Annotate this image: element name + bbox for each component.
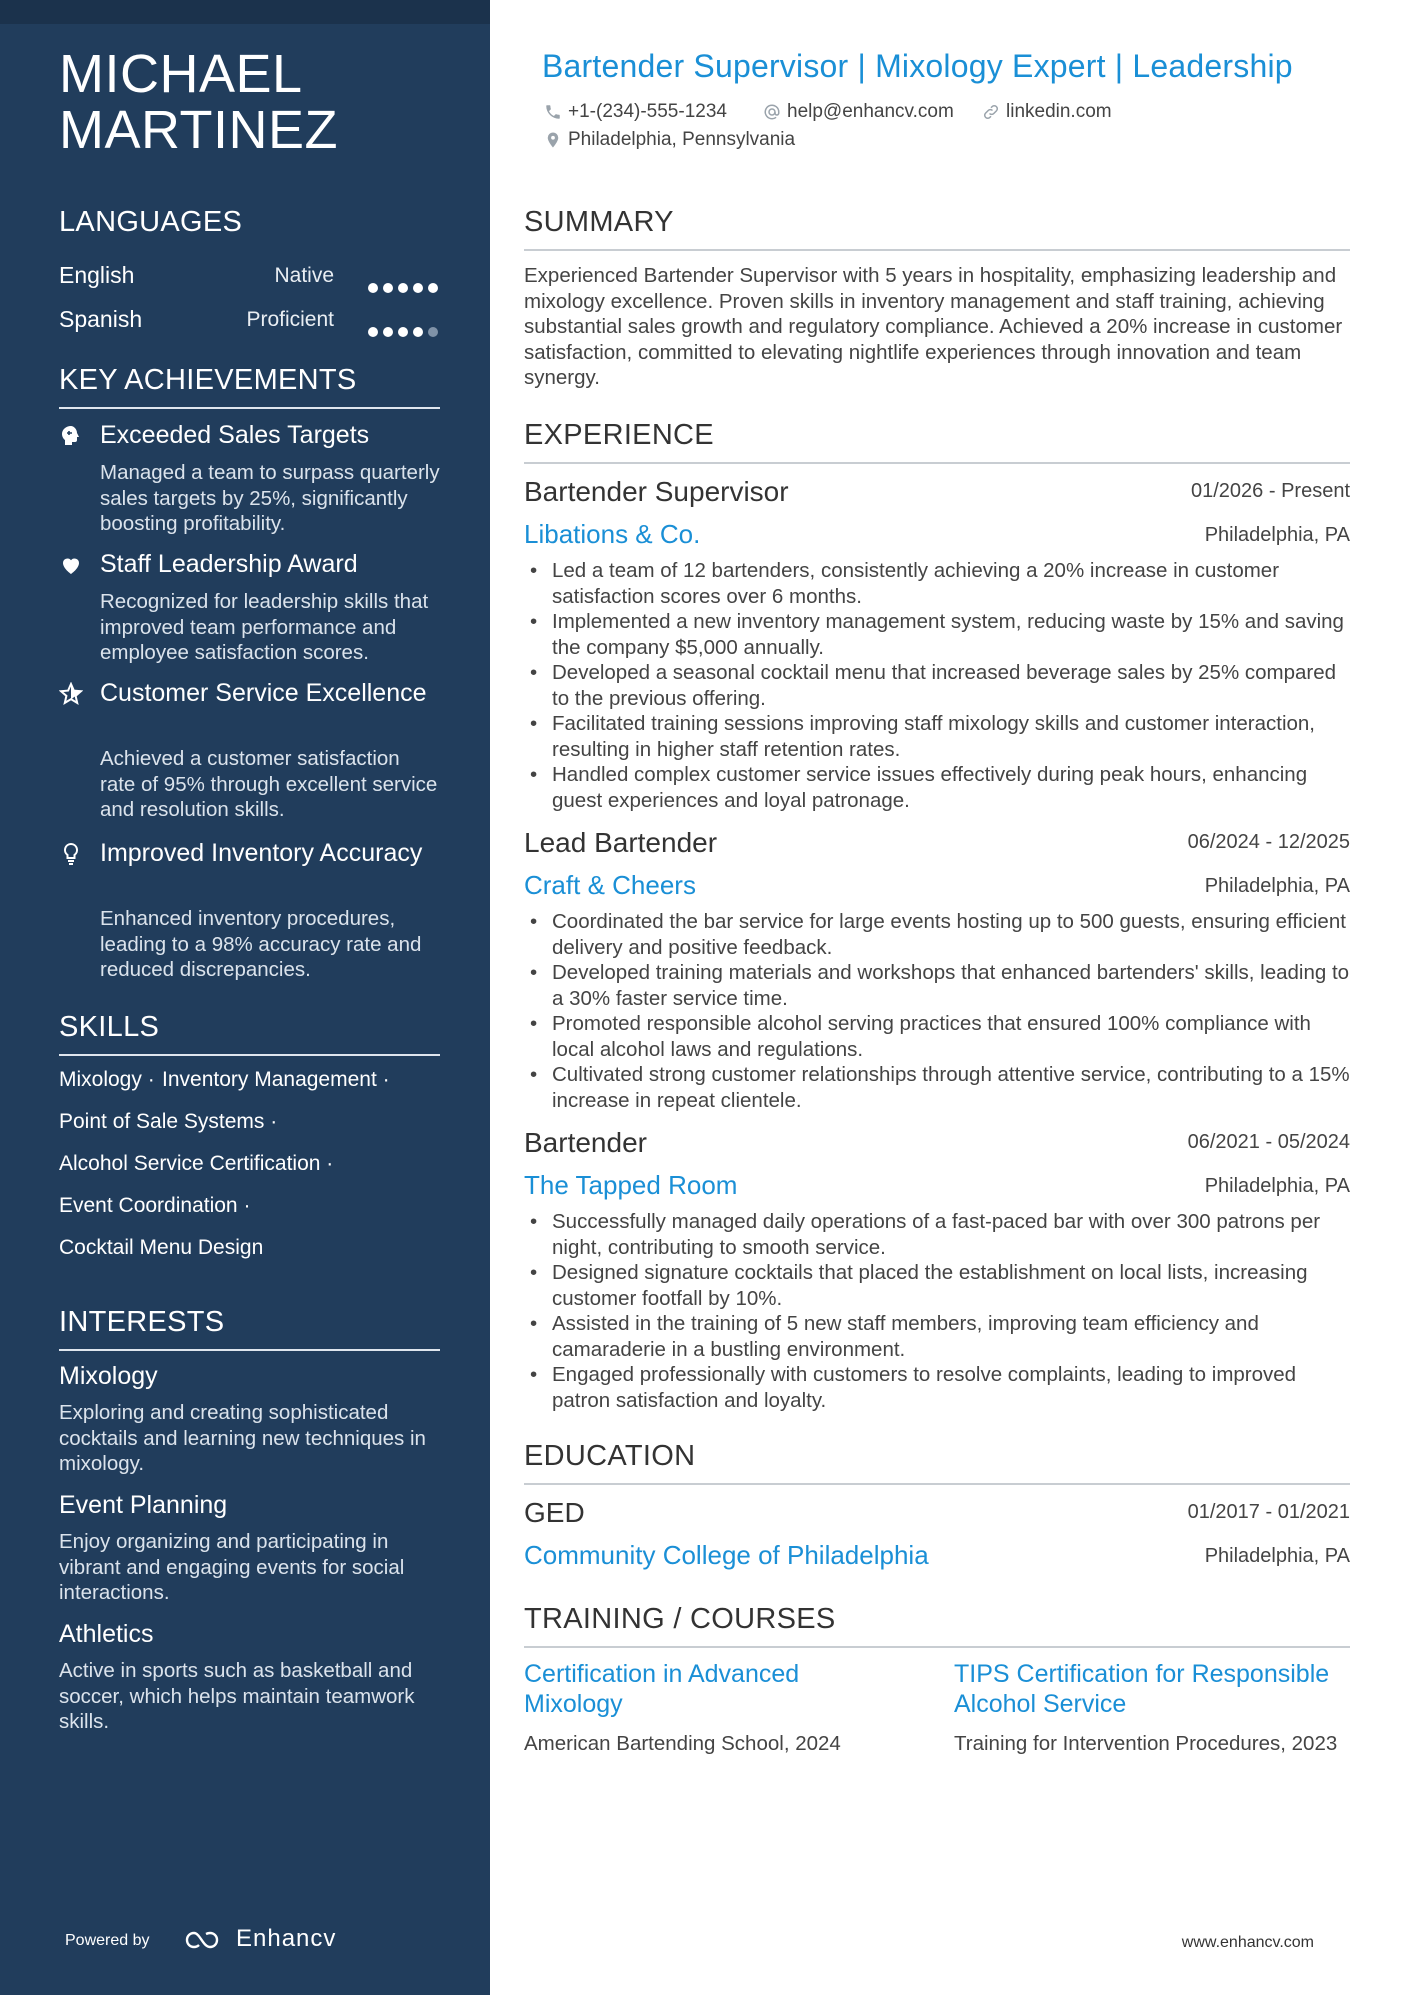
education-section	[524, 1440, 1350, 1485]
summary-title: SUMMARY	[524, 206, 674, 238]
interests-section	[59, 1306, 440, 1351]
footer-url[interactable]: www.enhancv.com	[1181, 1934, 1314, 1951]
bullet-item: • Engaged professionally with customers to resolve complaints, leading to improved patron satisfaction and loyalty.	[524, 1362, 1350, 1413]
location	[544, 129, 795, 151]
job-dates: 06/2024 - 12/2025	[1187, 831, 1350, 853]
bullet-item: • Assisted in the training of 5 new staff members, improving team efficiency and camaraderie in a bustling environment.	[524, 1311, 1350, 1362]
education-title: EDUCATION	[524, 1440, 696, 1472]
sidebar	[0, 0, 490, 1995]
job-title: Bartender Supervisor	[524, 476, 789, 507]
job-location: Philadelphia, PA	[1204, 875, 1350, 897]
link-text: linkedin.com	[1006, 101, 1112, 122]
skill-item: Event Coordination ·	[59, 1194, 251, 1217]
course-title: TIPS Certification for Responsible Alcohol Service	[954, 1660, 1330, 1718]
location-pin-icon	[544, 131, 562, 149]
brand-name: Enhancv	[236, 1925, 337, 1952]
summary-text: Experienced Bartender Supervisor with 5 years in hospitality, emphasizing leadership and mixology excellence. Proven skills in inventory management and staff training, achieving substantial sales growth and regulatory compliance. Achieved a 20% increase in customer satisfaction, committed to elevating nightlife experiences through innovation and team synergy.	[524, 264, 1343, 389]
language-level: Proficient	[246, 308, 334, 331]
languages-section	[59, 206, 440, 239]
education-location: Philadelphia, PA	[1204, 1545, 1350, 1567]
section-divider	[524, 462, 1350, 464]
company-name: Libations & Co.	[524, 519, 701, 549]
skill-item: Alcohol Service Certification ·	[59, 1152, 334, 1175]
section-divider	[524, 1646, 1350, 1648]
achievements-title: KEY ACHIEVEMENTS	[59, 364, 357, 396]
language-level: Native	[274, 264, 334, 287]
linkedin[interactable]	[982, 101, 1112, 123]
level-dot	[398, 283, 408, 293]
achievement-desc: Managed a team to surpass quarterly sales targets by 25%, significantly boosting profitability.	[100, 461, 440, 535]
languages-title: LANGUAGES	[59, 206, 243, 238]
at-icon	[763, 103, 781, 121]
bullet-item: • Developed training materials and workshops that enhanced bartenders' skills, leading to a 30% faster service time.	[524, 960, 1350, 1011]
level-dot	[428, 283, 438, 293]
job-location: Philadelphia, PA	[1204, 1175, 1350, 1197]
interest-title: Mixology	[59, 1362, 158, 1390]
skills-section	[59, 1011, 440, 1056]
job-title: Lead Bartender	[524, 827, 718, 858]
job-bullets	[524, 909, 1350, 1113]
brain-icon	[59, 424, 83, 448]
achievement-title: Exceeded Sales Targets	[100, 421, 370, 449]
skill-item: Inventory Management ·	[162, 1068, 390, 1091]
language-name: Spanish	[59, 306, 143, 332]
link-icon	[982, 103, 1000, 121]
training-section	[524, 1603, 1350, 1648]
skills-title: SKILLS	[59, 1011, 160, 1043]
phone-icon	[544, 103, 562, 121]
heart-icon	[59, 553, 83, 577]
candidate-name	[59, 46, 338, 158]
achievements-section	[59, 364, 440, 409]
enhancv-logo-icon	[184, 1929, 228, 1951]
sidebar-top-strip	[0, 0, 490, 24]
language-dots	[363, 316, 438, 343]
bullet-item: • Promoted responsible alcohol serving practices that ensured 100% compliance with local alcohol laws and regulations.	[524, 1011, 1350, 1062]
course-desc: American Bartending School, 2024	[524, 1732, 841, 1755]
achievement-desc: Achieved a customer satisfaction rate of 95% through excellent service and resolution skills.	[100, 747, 438, 821]
level-dot	[368, 283, 378, 293]
summary-section	[524, 206, 1350, 251]
job-location: Philadelphia, PA	[1204, 524, 1350, 546]
star-icon	[59, 682, 83, 706]
skill-item: Point of Sale Systems ·	[59, 1110, 278, 1133]
bullet-item: • Designed signature cocktails that placed the establishment on local lists, increasing customer footfall by 10%.	[524, 1260, 1350, 1311]
bullet-item: • Developed a seasonal cocktail menu that increased beverage sales by 25% compared to the previous offering.	[524, 660, 1350, 711]
level-dot-empty	[428, 327, 438, 337]
achievement-title: Staff Leadership Award	[100, 550, 358, 578]
job-bullets	[524, 558, 1350, 813]
section-divider	[524, 1483, 1350, 1485]
level-dot	[398, 327, 408, 337]
school-name: Community College of Philadelphia	[524, 1540, 929, 1570]
skill-item: Mixology ·	[59, 1068, 155, 1091]
brand-logo[interactable]	[184, 1925, 336, 1953]
achievement-desc: Recognized for leadership skills that improved team performance and employee satisfaction scores.	[100, 590, 429, 664]
bullet-item: • Cultivated strong customer relationships through attentive service, contributing to a 15% increase in repeat clientele.	[524, 1062, 1350, 1113]
interest-desc: Exploring and creating sophisticated cocktails and learning new techniques in mixology.	[59, 1401, 426, 1475]
main-column	[490, 0, 1410, 1995]
education-dates: 01/2017 - 01/2021	[1187, 1501, 1350, 1523]
phone[interactable]	[544, 101, 727, 123]
bullet-item: • Handled complex customer service issues effectively during peak hours, enhancing guest experiences and loyal patronage.	[524, 762, 1350, 813]
experience-section	[524, 419, 1350, 464]
language-dots	[363, 272, 438, 299]
last-name: MARTINEZ	[59, 100, 339, 160]
first-name: MICHAEL	[59, 44, 303, 104]
email-text: help@enhancv.com	[787, 101, 954, 122]
powered-by-label: Powered by	[65, 1932, 150, 1949]
company-name: Craft & Cheers	[524, 870, 696, 900]
level-dot	[383, 283, 393, 293]
training-title: TRAINING / COURSES	[524, 1603, 836, 1635]
interest-title: Event Planning	[59, 1491, 228, 1519]
language-name: English	[59, 262, 135, 288]
job-dates: 06/2021 - 05/2024	[1187, 1131, 1350, 1153]
achievement-title: Improved Inventory Accuracy	[100, 839, 423, 867]
lightbulb-icon	[59, 842, 83, 866]
course-desc: Training for Intervention Procedures, 2023	[954, 1732, 1338, 1755]
interest-desc: Active in sports such as basketball and soccer, which helps maintain teamwork skills.	[59, 1659, 415, 1733]
section-divider	[59, 407, 440, 409]
bullet-item: • Successfully managed daily operations of a fast-paced bar with over 300 patrons per night, contributing to smooth service.	[524, 1209, 1350, 1260]
achievement-title: Customer Service Excellence	[100, 679, 427, 707]
language-row	[59, 262, 440, 294]
bullet-item: • Coordinated the bar service for large events hosting up to 500 guests, ensuring efficient delivery and positive feedback.	[524, 909, 1350, 960]
level-dot	[368, 327, 378, 337]
job-title: Bartender	[524, 1127, 647, 1158]
headline: Bartender Supervisor | Mixology Expert | Leadership	[542, 48, 1293, 84]
level-dot	[383, 327, 393, 337]
course-title: Certification in Advanced Mixology	[524, 1660, 800, 1718]
experience-title: EXPERIENCE	[524, 419, 714, 451]
degree: GED	[524, 1497, 585, 1528]
company-name: The Tapped Room	[524, 1170, 738, 1200]
bullet-item: • Led a team of 12 bartenders, consistently achieving a 20% increase in customer satisfaction scores over 6 months.	[524, 558, 1350, 609]
job-dates: 01/2026 - Present	[1191, 480, 1350, 502]
section-divider	[59, 1054, 440, 1056]
location-text: Philadelphia, Pennsylvania	[568, 129, 796, 150]
level-dot	[413, 327, 423, 337]
interests-title: INTERESTS	[59, 1306, 225, 1338]
phone-text: +1-(234)-555-1234	[568, 101, 727, 122]
bullet-item: • Implemented a new inventory management system, reducing waste by 15% and saving the company $5,000 annually.	[524, 609, 1350, 660]
interest-desc: Enjoy organizing and participating in vibrant and engaging events for social interactions.	[59, 1530, 405, 1604]
job-bullets	[524, 1209, 1350, 1413]
section-divider	[524, 249, 1350, 251]
section-divider	[59, 1349, 440, 1351]
achievement-desc: Enhanced inventory procedures, leading to a 98% accuracy rate and reduced discrepancies.	[100, 907, 422, 981]
language-row	[59, 306, 440, 338]
level-dot	[413, 283, 423, 293]
skill-item: Cocktail Menu Design	[59, 1236, 264, 1259]
email[interactable]	[763, 101, 954, 123]
interest-title: Athletics	[59, 1620, 154, 1648]
bullet-item: • Facilitated training sessions improving staff mixology skills and customer interaction, resulting in higher staff retention rates.	[524, 711, 1350, 762]
